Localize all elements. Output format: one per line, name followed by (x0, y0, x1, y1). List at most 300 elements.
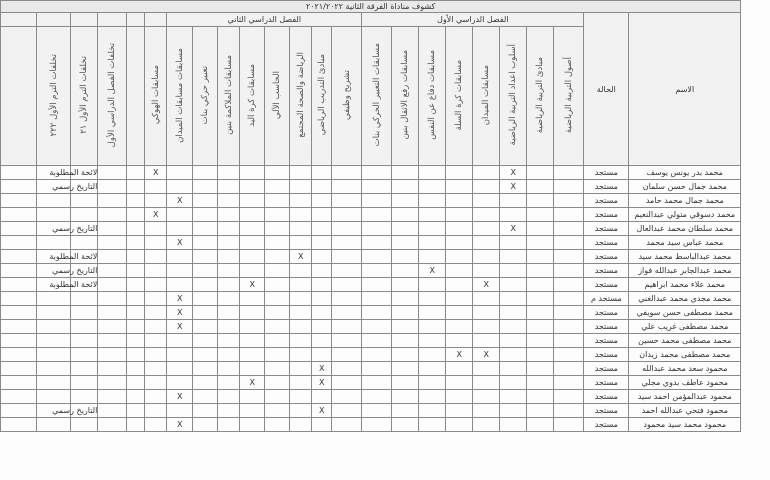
column-header-label: مبادئ التدريب الرياضي (316, 54, 327, 136)
empty-cell (554, 250, 584, 264)
empty-cell (265, 320, 290, 334)
empty-cell (419, 166, 446, 180)
student-status: مستجد (584, 180, 629, 194)
empty-cell (473, 362, 500, 376)
empty-cell (392, 418, 419, 432)
empty-cell (554, 194, 584, 208)
empty-cell (290, 166, 312, 180)
empty-cell (392, 236, 419, 250)
empty-cell (98, 194, 127, 208)
empty-cell (127, 222, 145, 236)
empty-cell (240, 222, 265, 236)
empty-cell (193, 194, 218, 208)
empty-cell (127, 418, 145, 432)
column-header (362, 27, 392, 166)
empty-cell (37, 292, 71, 306)
student-name: محمد جمال محمد حامد (629, 194, 741, 208)
empty-cell (218, 418, 240, 432)
empty-cell (98, 320, 127, 334)
empty-cell (392, 390, 419, 404)
empty-cell (527, 320, 554, 334)
empty-cell (500, 320, 527, 334)
empty-cell (218, 236, 240, 250)
empty-cell (240, 180, 265, 194)
column-header-label: مبادئ التربية الرياضية (535, 56, 546, 134)
note-cell: التاريخ رسمي (71, 264, 98, 278)
absence-mark: X (290, 250, 312, 264)
empty-cell (362, 264, 392, 278)
empty-cell (312, 306, 332, 320)
empty-cell (332, 376, 362, 390)
empty-cell (37, 334, 71, 348)
empty-cell (145, 362, 167, 376)
empty-cell (218, 292, 240, 306)
empty-cell (218, 278, 240, 292)
empty-cell (193, 362, 218, 376)
empty-cell (362, 194, 392, 208)
empty-cell (312, 236, 332, 250)
empty-cell (527, 222, 554, 236)
column-header-label: مسابقات الميدان (481, 64, 492, 126)
empty-cell (527, 362, 554, 376)
empty-cell (37, 306, 71, 320)
student-row (1, 390, 741, 404)
empty-cell (290, 208, 312, 222)
empty-cell (127, 362, 145, 376)
note-cell: التاريخ رسمي (71, 180, 98, 194)
empty-cell (332, 194, 362, 208)
empty-cell (473, 236, 500, 250)
empty-cell (1, 376, 37, 390)
empty-cell (419, 292, 446, 306)
note-cell (71, 306, 98, 320)
absence-mark: X (167, 292, 193, 306)
note-cell (71, 418, 98, 432)
empty-cell (167, 208, 193, 222)
student-row (1, 250, 741, 264)
sheet-title: كشوف مناداة الفرقة الثانية ٢٠٢١/٢٠٢٢ (1, 1, 741, 13)
student-status: مستجد (584, 278, 629, 292)
absence-mark: X (167, 418, 193, 432)
column-header (419, 27, 446, 166)
empty-cell (312, 180, 332, 194)
absence-mark: X (145, 208, 167, 222)
empty-cell (127, 376, 145, 390)
semester-1-header: الفصل الدراسي الأول (362, 13, 584, 27)
empty-cell (362, 320, 392, 334)
student-status: مستجد (584, 222, 629, 236)
empty-cell (419, 222, 446, 236)
student-status: مستجد (584, 166, 629, 180)
student-name: محمود سعد محمد عبدالله (629, 362, 741, 376)
empty-cell (127, 306, 145, 320)
empty-cell (554, 376, 584, 390)
student-name: محمد دسوقي متولي عبدالنعيم (629, 208, 741, 222)
empty-cell (290, 334, 312, 348)
column-header (500, 27, 527, 166)
empty-cell (527, 348, 554, 362)
empty-cell (145, 306, 167, 320)
empty-cell (446, 278, 473, 292)
empty-cell (362, 334, 392, 348)
absence-mark: X (167, 194, 193, 208)
student-row (1, 236, 741, 250)
empty-cell (1, 264, 37, 278)
empty-cell (332, 404, 362, 418)
column-header-label: تخلفات الفصل الدراسي الأول (107, 42, 118, 148)
empty-cell (240, 362, 265, 376)
empty-cell (500, 348, 527, 362)
empty-cell (527, 180, 554, 194)
empty-cell (500, 334, 527, 348)
empty-cell (167, 376, 193, 390)
empty-cell (98, 250, 127, 264)
column-header (98, 27, 127, 166)
empty-cell (419, 418, 446, 432)
empty-cell (446, 222, 473, 236)
empty-cell (265, 404, 290, 418)
empty-cell (127, 348, 145, 362)
empty-cell (527, 250, 554, 264)
empty-cell (362, 292, 392, 306)
student-status: مستجد (584, 250, 629, 264)
empty-cell (419, 236, 446, 250)
student-status: مستجد (584, 376, 629, 390)
empty-cell (127, 194, 145, 208)
empty-cell (332, 418, 362, 432)
note-cell (71, 320, 98, 334)
empty-cell (145, 222, 167, 236)
empty-cell (98, 334, 127, 348)
empty-cell (1, 180, 37, 194)
empty-cell (265, 292, 290, 306)
empty-cell (265, 208, 290, 222)
note-cell: لائحة المطلوبة (71, 166, 98, 180)
empty-cell (554, 334, 584, 348)
empty-cell (1, 236, 37, 250)
student-row (1, 320, 741, 334)
empty-cell (392, 208, 419, 222)
column-header-label: تخلفات الترم الأول ٢٢٢ (48, 53, 59, 137)
empty-cell (362, 250, 392, 264)
empty-cell (392, 306, 419, 320)
empty-cell (419, 348, 446, 362)
student-row (1, 348, 741, 362)
empty-cell (290, 194, 312, 208)
empty-cell (554, 306, 584, 320)
empty-cell (127, 404, 145, 418)
student-row (1, 278, 741, 292)
student-status: مستجد (584, 236, 629, 250)
empty-cell (167, 222, 193, 236)
empty-cell (527, 208, 554, 222)
title-row (1, 1, 741, 13)
empty-cell (312, 292, 332, 306)
empty-cell (419, 390, 446, 404)
column-header (392, 27, 419, 166)
empty-cell (265, 334, 290, 348)
empty-cell (290, 348, 312, 362)
empty-cell (419, 362, 446, 376)
column-header (167, 27, 193, 166)
empty-cell (193, 320, 218, 334)
empty-cell (419, 180, 446, 194)
note-cell: لائحة المطلوبة (71, 278, 98, 292)
empty-cell (290, 236, 312, 250)
empty-cell (1, 404, 37, 418)
empty-cell (1, 348, 37, 362)
empty-cell (240, 208, 265, 222)
empty-cell (193, 292, 218, 306)
empty-cell (500, 278, 527, 292)
column-header (193, 27, 218, 166)
empty-cell (312, 334, 332, 348)
empty-cell (218, 362, 240, 376)
empty-cell (527, 306, 554, 320)
empty-cell (193, 278, 218, 292)
empty-cell (312, 222, 332, 236)
empty-cell (332, 264, 362, 278)
column-header-label: أسلوب اعداد التربية الرياضية (508, 44, 519, 146)
empty-cell (446, 208, 473, 222)
empty-cell (193, 208, 218, 222)
student-row (1, 362, 741, 376)
empty-cell (290, 222, 312, 236)
column-header (554, 27, 584, 166)
empty-cell (265, 376, 290, 390)
empty-cell (193, 404, 218, 418)
empty-cell (265, 222, 290, 236)
empty-cell (527, 390, 554, 404)
empty-cell (145, 250, 167, 264)
note-cell (71, 236, 98, 250)
empty-cell (527, 404, 554, 418)
empty-cell (392, 180, 419, 194)
student-name: محمد عبدالباسط محمد سيد (629, 250, 741, 264)
empty-cell (332, 334, 362, 348)
student-row (1, 264, 741, 278)
empty-cell (98, 264, 127, 278)
empty-cell (218, 222, 240, 236)
empty-cell (446, 236, 473, 250)
column-header (312, 27, 332, 166)
empty-cell (312, 320, 332, 334)
empty-cell (446, 362, 473, 376)
student-name: محمد سلطان محمد عبدالعال (629, 222, 741, 236)
empty-cell (145, 292, 167, 306)
student-name: محمد بدر يونس يوسف (629, 166, 741, 180)
empty-cell (265, 236, 290, 250)
group-spacer (1, 13, 37, 27)
empty-cell (473, 264, 500, 278)
note-cell (71, 292, 98, 306)
column-header (71, 27, 98, 166)
empty-cell (332, 292, 362, 306)
empty-cell (473, 306, 500, 320)
empty-cell (193, 376, 218, 390)
empty-cell (446, 418, 473, 432)
empty-cell (332, 348, 362, 362)
student-status: مستجد (584, 194, 629, 208)
empty-cell (392, 166, 419, 180)
note-cell (71, 376, 98, 390)
empty-cell (37, 362, 71, 376)
empty-cell (362, 418, 392, 432)
empty-cell (500, 236, 527, 250)
empty-cell (218, 208, 240, 222)
empty-cell (167, 250, 193, 264)
column-header-label: مسابقات كرة السلة (454, 59, 465, 131)
absence-mark: X (167, 236, 193, 250)
empty-cell (167, 404, 193, 418)
empty-cell (362, 348, 392, 362)
empty-cell (218, 390, 240, 404)
empty-cell (218, 264, 240, 278)
empty-cell (193, 236, 218, 250)
empty-cell (362, 166, 392, 180)
absence-mark: X (500, 222, 527, 236)
column-header (127, 27, 145, 166)
empty-cell (527, 376, 554, 390)
column-header (145, 27, 167, 166)
empty-cell (290, 376, 312, 390)
empty-cell (290, 362, 312, 376)
student-name: محمد مصطفى محمد زيدان (629, 348, 741, 362)
empty-cell (290, 418, 312, 432)
empty-cell (419, 334, 446, 348)
group-spacer (71, 13, 98, 27)
empty-cell (312, 264, 332, 278)
empty-cell (98, 222, 127, 236)
empty-cell (265, 348, 290, 362)
empty-cell (193, 180, 218, 194)
student-row (1, 180, 741, 194)
empty-cell (1, 418, 37, 432)
empty-cell (1, 306, 37, 320)
empty-cell (332, 362, 362, 376)
group-spacer (145, 13, 167, 27)
absence-mark: X (145, 166, 167, 180)
empty-cell (218, 194, 240, 208)
empty-cell (127, 236, 145, 250)
empty-cell (37, 376, 71, 390)
absence-mark: X (312, 376, 332, 390)
empty-cell (473, 320, 500, 334)
empty-cell (527, 418, 554, 432)
empty-cell (527, 292, 554, 306)
empty-cell (527, 236, 554, 250)
absence-mark: X (240, 278, 265, 292)
column-header-label: الرياضة والصحة المجتمع (295, 52, 306, 138)
absence-mark: X (167, 306, 193, 320)
empty-cell (473, 376, 500, 390)
absence-mark: X (473, 348, 500, 362)
empty-cell (265, 250, 290, 264)
empty-cell (500, 390, 527, 404)
student-row (1, 376, 741, 390)
empty-cell (240, 334, 265, 348)
empty-cell (167, 348, 193, 362)
column-header (332, 27, 362, 166)
empty-cell (265, 264, 290, 278)
column-header (37, 27, 71, 166)
empty-cell (554, 208, 584, 222)
empty-cell (240, 348, 265, 362)
student-name: محمد مصطفى محمد حسين (629, 334, 741, 348)
empty-cell (527, 264, 554, 278)
empty-cell (446, 320, 473, 334)
empty-cell (218, 320, 240, 334)
empty-cell (446, 376, 473, 390)
empty-cell (240, 292, 265, 306)
empty-cell (527, 334, 554, 348)
empty-cell (362, 376, 392, 390)
empty-cell (554, 418, 584, 432)
column-header-label: تخلفات الترم الأول ٢١ (79, 56, 90, 134)
empty-cell (332, 278, 362, 292)
empty-cell (240, 264, 265, 278)
empty-cell (193, 250, 218, 264)
semester-2-header: الفصل الدراسي الثاني (167, 13, 362, 27)
name-column-header: الاسم (629, 13, 741, 166)
absence-mark: X (500, 166, 527, 180)
empty-cell (419, 404, 446, 418)
empty-cell (167, 334, 193, 348)
column-header (446, 27, 473, 166)
empty-cell (240, 306, 265, 320)
empty-cell (500, 208, 527, 222)
absence-mark: X (473, 278, 500, 292)
empty-cell (473, 208, 500, 222)
empty-cell (332, 236, 362, 250)
empty-cell (265, 390, 290, 404)
absence-mark: X (419, 264, 446, 278)
empty-cell (145, 180, 167, 194)
column-header-label: مسابقات التعبير الحركي بنات (371, 43, 382, 147)
note-cell (71, 208, 98, 222)
empty-cell (127, 292, 145, 306)
empty-cell (98, 292, 127, 306)
note-cell (71, 362, 98, 376)
empty-cell (332, 222, 362, 236)
empty-cell (500, 250, 527, 264)
empty-cell (392, 404, 419, 418)
empty-cell (265, 278, 290, 292)
student-name: محمد مصطفى حسن سويفي (629, 306, 741, 320)
student-row (1, 194, 741, 208)
empty-cell (500, 376, 527, 390)
empty-cell (167, 166, 193, 180)
empty-cell (240, 320, 265, 334)
column-header-label: مسابقات الملاكمة بنين (223, 55, 234, 135)
empty-cell (554, 390, 584, 404)
student-row (1, 292, 741, 306)
student-status: مستجد (584, 390, 629, 404)
empty-cell (218, 404, 240, 418)
student-name: محمد مصطفى غريب علي (629, 320, 741, 334)
empty-cell (332, 180, 362, 194)
empty-cell (312, 418, 332, 432)
empty-cell (145, 348, 167, 362)
empty-cell (527, 278, 554, 292)
student-status: مستجد (584, 320, 629, 334)
empty-cell (1, 194, 37, 208)
empty-cell (98, 306, 127, 320)
column-header (240, 27, 265, 166)
empty-cell (473, 404, 500, 418)
empty-cell (145, 376, 167, 390)
empty-cell (392, 278, 419, 292)
